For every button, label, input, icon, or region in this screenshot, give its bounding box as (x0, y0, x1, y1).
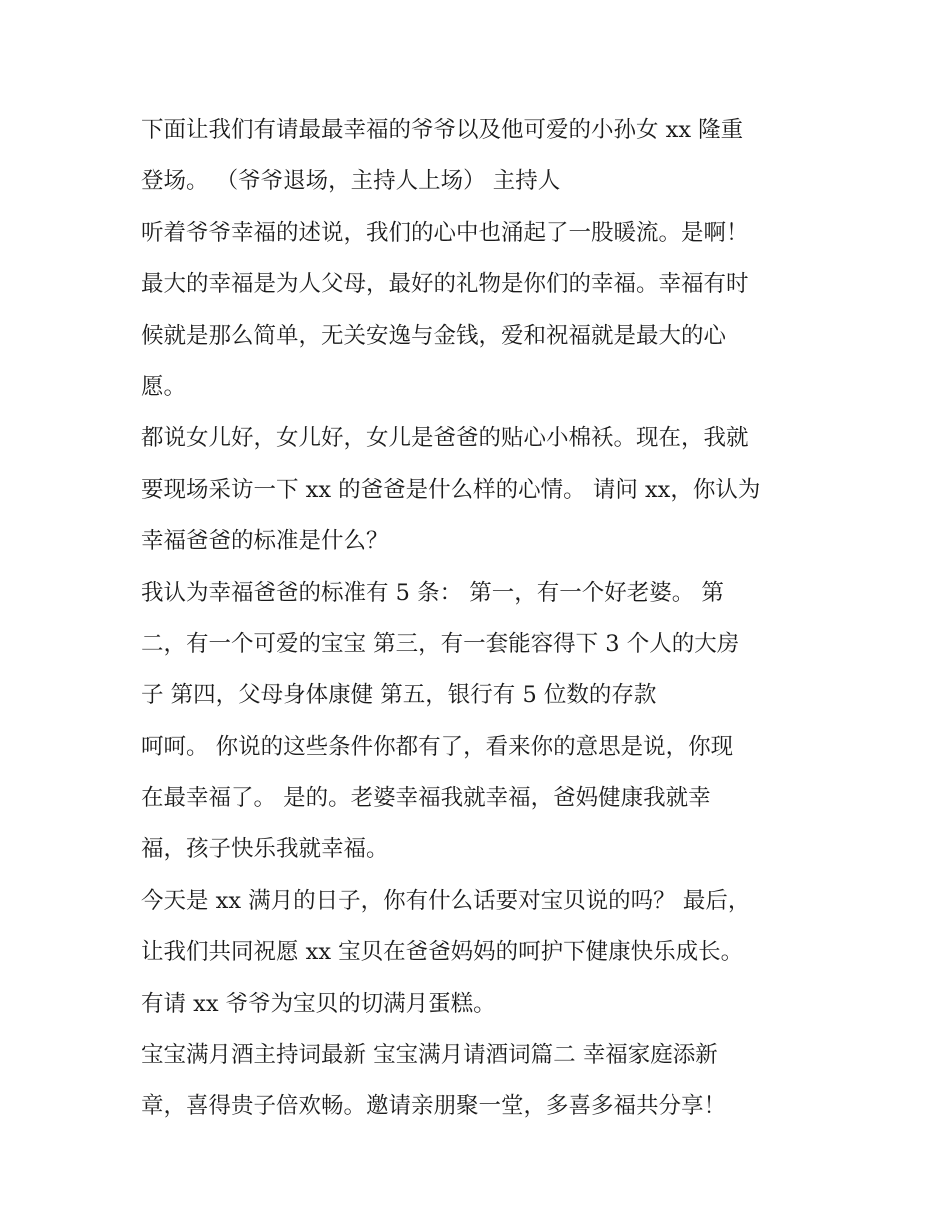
text-line: 都说女儿好，女儿好，女儿是爸爸的贴心小棉袄。现在，我就 (141, 425, 749, 452)
text-line: 我认为幸福爸爸的标准有 5 条： 第一，有一个好老婆。 第 (141, 579, 724, 606)
text-line: 听着爷爷幸福的述说，我们的心中也涌起了一股暖流。是啊！ (141, 219, 749, 246)
text-line: 愿。 (141, 373, 187, 400)
text-line: 福，孩子快乐我就幸福。 (141, 836, 389, 863)
text-line: 二，有一个可爱的宝宝 第三，有一套能容得下 3 个人的大房 (141, 630, 740, 657)
text-line: 有请 xx 爷爷为宝贝的切满月蛋糕。 (141, 990, 496, 1017)
text-line: 候就是那么简单，无关安逸与金钱，爱和祝福就是最大的心 (141, 322, 727, 349)
text-line: 在最幸福了。 是的。老婆幸福我就幸福，爸妈健康我就幸 (141, 785, 711, 812)
text-line: 下面让我们有请最最幸福的爷爷以及他可爱的小孙女 xx 隆重 (141, 117, 744, 143)
text-line: 宝宝满月酒主持词最新 宝宝满月请酒词篇二 幸福家庭添新 (141, 1042, 718, 1069)
text-line: 让我们共同祝愿 xx 宝贝在爸爸妈妈的呵护下健康快乐成长。 (141, 939, 744, 966)
document-body (141, 108, 821, 1136)
text-line: 子 第四，父母身体康健 第五，银行有 5 位数的存款 (141, 682, 657, 709)
text-line: 登场。 （爷爷退场，主持人上场） 主持人 (141, 168, 561, 195)
text-line: 要现场采访一下 xx 的爸爸是什么样的心情。 请问 xx，你认为 (141, 476, 761, 503)
text-line: 幸福爸爸的标准是什么？ (141, 528, 389, 555)
text-line: 呵呵。 你说的这些条件你都有了，看来你的意思是说，你现 (141, 733, 734, 760)
text-line: 最大的幸福是为人父母，最好的礼物是你们的幸福。幸福有时 (141, 271, 749, 298)
text-line: 今天是 xx 满月的日子，你有什么话要对宝贝说的吗？ 最后， (141, 887, 751, 914)
text-line: 章，喜得贵子倍欢畅。邀请亲朋聚一堂，多喜多福共分享！ (141, 1093, 727, 1120)
